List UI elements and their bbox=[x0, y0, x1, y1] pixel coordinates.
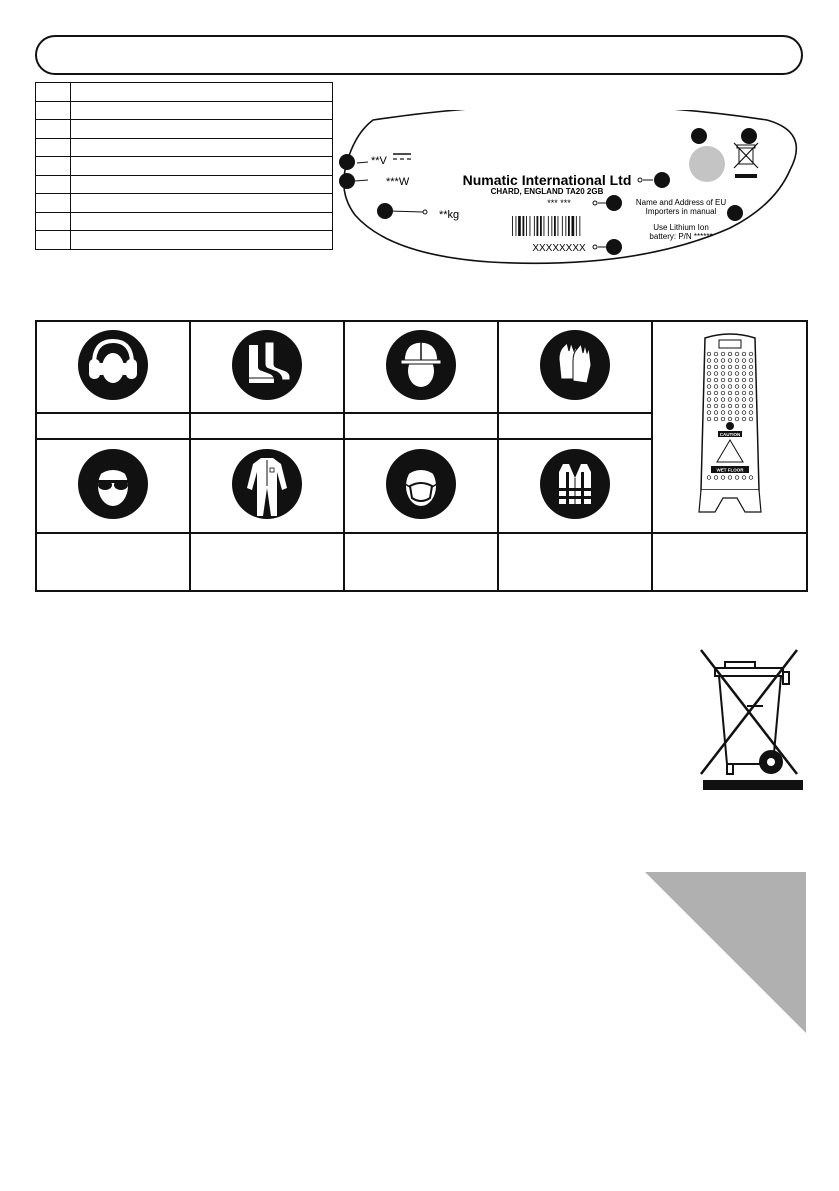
serial-number: XXXXXXXX bbox=[532, 243, 586, 254]
eu-importer-line2: Importers in manual bbox=[645, 207, 717, 216]
barcode-bar bbox=[523, 216, 525, 236]
callout-dot bbox=[741, 128, 757, 144]
barcode-bar bbox=[540, 216, 542, 236]
callout-dot bbox=[606, 195, 622, 211]
barcode-bar bbox=[558, 216, 559, 236]
page-corner-tab bbox=[645, 872, 806, 1033]
barcode-bar bbox=[551, 216, 552, 236]
barcode-bar bbox=[565, 216, 566, 236]
hard-hat-icon bbox=[385, 329, 457, 401]
weight-text: **kg bbox=[439, 209, 460, 221]
legend-row bbox=[36, 101, 333, 120]
approval-mark-disc bbox=[689, 146, 725, 182]
wet-floor-sign-icon bbox=[695, 330, 765, 520]
wet-floor-text: WET FLOOR bbox=[716, 467, 743, 472]
barcode-bar bbox=[518, 216, 521, 236]
barcode-bar bbox=[516, 216, 517, 236]
legend-row bbox=[36, 194, 333, 213]
legend-row bbox=[36, 231, 333, 250]
battery-line1: Use Lithium Ion bbox=[653, 223, 709, 232]
ppe-cell bbox=[498, 321, 652, 413]
ppe-cell bbox=[498, 439, 652, 533]
company-name: Numatic International Ltd bbox=[462, 172, 632, 188]
barcode-bar bbox=[526, 216, 527, 236]
weee-bin-icon bbox=[697, 646, 805, 792]
battery-line2: battery: P/N ****** bbox=[649, 232, 713, 241]
hi-vis-vest-icon bbox=[539, 448, 611, 520]
barcode-bar bbox=[576, 216, 577, 236]
ppe-caption-cell bbox=[652, 533, 807, 591]
callout-dot bbox=[377, 203, 393, 219]
ppe-caption-cell bbox=[498, 533, 652, 591]
ppe-caption-cell bbox=[344, 413, 498, 439]
legend-row bbox=[36, 157, 333, 176]
power-text: ***W bbox=[386, 176, 410, 188]
ppe-cell-wet-floor bbox=[652, 321, 807, 533]
barcode-bar bbox=[572, 216, 575, 236]
barcode-bar bbox=[562, 216, 563, 236]
company-address: CHARD, ENGLAND TA20 2GB bbox=[490, 187, 604, 196]
legend-row bbox=[36, 175, 333, 194]
ppe-cell bbox=[36, 439, 190, 533]
barcode-bar bbox=[512, 216, 513, 236]
ppe-table bbox=[35, 320, 806, 592]
barcode-bar bbox=[544, 216, 545, 236]
barcode-bar bbox=[530, 216, 531, 236]
barcode-bar bbox=[537, 216, 539, 236]
legend-row bbox=[36, 120, 333, 139]
ppe-cell bbox=[344, 321, 498, 413]
barcode-bar bbox=[554, 216, 556, 236]
section-header-bar bbox=[35, 35, 803, 75]
gloves-icon bbox=[539, 329, 611, 401]
rating-label-diagram bbox=[335, 110, 805, 270]
ppe-cell bbox=[190, 321, 344, 413]
barcode-bar bbox=[548, 216, 549, 236]
ear-protection-icon bbox=[77, 329, 149, 401]
legend-row bbox=[36, 138, 333, 157]
overalls-icon bbox=[231, 448, 303, 520]
ppe-caption-cell bbox=[344, 533, 498, 591]
ppe-caption-cell bbox=[190, 413, 344, 439]
ppe-cell bbox=[344, 439, 498, 533]
callout-dot bbox=[654, 172, 670, 188]
label-legend-table bbox=[35, 82, 333, 250]
ppe-caption-cell bbox=[190, 533, 344, 591]
legend-row bbox=[36, 83, 333, 102]
ppe-caption-cell bbox=[36, 413, 190, 439]
safety-boots-icon bbox=[231, 329, 303, 401]
barcode-bar bbox=[568, 216, 570, 236]
face-mask-icon bbox=[385, 448, 457, 520]
barcode-bar bbox=[579, 216, 580, 236]
ppe-caption-cell bbox=[498, 413, 652, 439]
eye-protection-icon bbox=[77, 448, 149, 520]
ppe-caption-cell bbox=[36, 533, 190, 591]
legend-row bbox=[36, 212, 333, 231]
callout-dot bbox=[691, 128, 707, 144]
model-code: *** *** bbox=[547, 198, 571, 208]
caution-text: CAUTION bbox=[719, 431, 740, 437]
ppe-cell bbox=[190, 439, 344, 533]
callout-dot bbox=[606, 239, 622, 255]
voltage-text: **V bbox=[371, 155, 387, 167]
ppe-cell bbox=[36, 321, 190, 413]
callout-dot bbox=[339, 154, 355, 170]
barcode-bar bbox=[534, 216, 535, 236]
callout-dot bbox=[339, 173, 355, 189]
eu-importer-line1: Name and Address of EU bbox=[635, 198, 727, 207]
callout-dot bbox=[727, 205, 743, 221]
